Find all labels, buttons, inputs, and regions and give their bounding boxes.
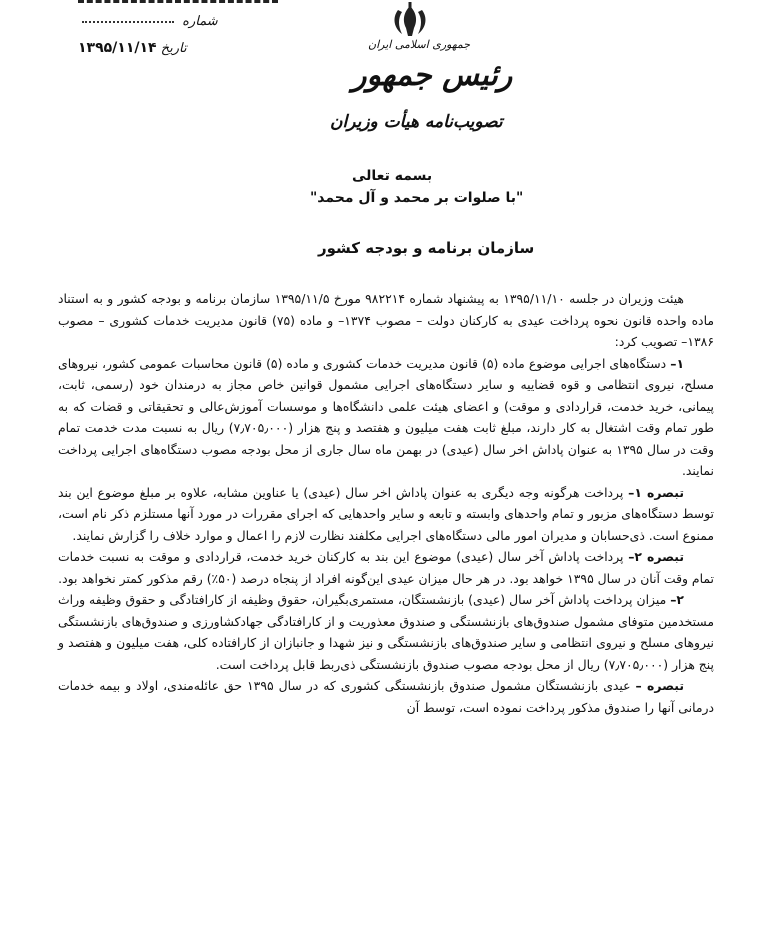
number-dotted-line bbox=[82, 21, 174, 23]
note-1 bbox=[58, 482, 714, 547]
intro-paragraph: هیئت وزیران در جلسه ۱۳۹۵/۱۱/۱۰ به پیشنهاد شماره ۹۸۲۲۱۴ مورخ ۱۳۹۵/۱۱/۵ سازمان برنامه و بودجه کشور و به استناد ماده واحده قانون نحوه پرداخت عیدی به کارکنان دولت – مصوب ۱۳۷۴– و ماده (۷۵) قانون مدیریت خدمات کشوری – مصوب ۱۳۸۶– تصویب کرد: bbox=[58, 291, 714, 349]
presidency-title: رئیس جمهور bbox=[352, 58, 513, 93]
iran-emblem-icon bbox=[388, 2, 432, 40]
decree-body bbox=[58, 288, 714, 718]
date-value: ۱۳۹۵/۱۱/۱۴ bbox=[78, 40, 157, 56]
item-1 bbox=[58, 353, 714, 482]
note-3 bbox=[58, 675, 714, 718]
salawat: "با صلوات بر محمد و آل محمد" bbox=[310, 190, 524, 206]
recipient: سازمان برنامه و بودجه کشور bbox=[318, 239, 535, 257]
item-1-number: ۱– bbox=[670, 355, 685, 371]
top-edge-marks bbox=[78, 0, 278, 9]
date-label: تاریخ bbox=[160, 41, 187, 56]
note-2 bbox=[58, 546, 714, 589]
letter-number bbox=[78, 14, 218, 29]
letter-date bbox=[78, 40, 187, 56]
republic-title: جمهوری اسلامی ایران bbox=[368, 38, 471, 51]
note-1-label: تبصره ۱– bbox=[628, 484, 684, 500]
item-2-text: میزان پرداخت پاداش آخر سال (عیدی) بازنشستگان، مستمری‌بگیران، حقوق وظیفه از کارافتادگی و حقوق وظیفه وراث مستخدمین متوفای مشمول صندوق‌های بازنشستگی و صندوق معذوریت و از کارافتادگی جهادکشاورزی و صندوق‌های بازنشستگی نیروهای مسلح و نیروی انتظامی و سایر صندوق‌های بازنشستگی و نیز شهدا و جانبازان از کارافتاده کلی، هفت میلیون و هفتصد و پنج هزار (۷٫۷۰۵٫۰۰۰) ریال از محل بودجه مصوب صندوق بازنشستگی ذی‌ربط قابل پرداخت است. bbox=[58, 592, 714, 672]
cabinet-approval-title: تصویب‌نامه هیأت وزیران bbox=[330, 112, 503, 132]
item-1-text: دستگاه‌های اجرایی موضوع ماده (۵) قانون مدیریت خدمات کشوری و ماده (۵) قانون محاسبات عمومی کشور، نیروهای مسلح، نیروی انتظامی و قوه قضاییه و سایر دستگاه‌های اجرایی مشمول قوانین خاص مجاز به درمندان خود (رسمی، ثابت، پیمانی، خرید خدمت، قراردادی و موقت) و اعضای هیئت علمی دانشگاه‌ها و موسسات آموزش‌عالی و تحقیقاتی و قضات که به طور تمام وقت اشتغال به کار دارند، مبلغ ثابت هفت میلیون و هفتصد و پنج هزار (۷٫۷۰۵٫۰۰۰) ریال به نسبت مدت خدمت تمام وقت در سال ۱۳۹۵ به عنوان پاداش اخر سال (عیدی) در بهمن ماه سال جاری از محل بودجه مصوب دستگاه‌های اجرایی پرداخت نمایند. bbox=[58, 355, 714, 478]
number-label: شماره bbox=[182, 14, 218, 29]
note-2-text: پرداخت پاداش آخر سال (عیدی) موضوع این بند به کارکنان خرید خدمت، قراردادی و موقت به نسبت خدمات تمام وقت آنان در سال ۱۳۹۵ خواهد بود. در هر حال میزان عیدی این‌گونه افراد از پنجاه درصد (۵۰٪) رقم مذکور کمتر نخواهد بود. bbox=[58, 549, 714, 586]
bismillah: بسمه تعالی bbox=[352, 168, 433, 184]
item-2 bbox=[58, 589, 714, 675]
note-2-label: تبصره ۲– bbox=[628, 549, 684, 564]
note-3-text: عیدی بازنشستگان مشمول صندوق بازنشستگی کشوری که در سال ۱۳۹۵ حق عائله‌مندی، اولاد و بیمه خدمات درمانی آنها را صندوق مذکور پرداخت نموده است، توسط آن bbox=[58, 678, 714, 715]
note-1-text: پرداخت هرگونه وجه دیگری به عنوان پاداش اخر سال (عیدی) یا عناوین مشابه، علاوه بر مبلغ موضوع این بند توسط دستگاه‌های مزبور و تمام واحدهای وابسته و تابعه و سایر واحدهایی که اجرای مقررات در مورد آنها مستلزم ذکر نام است، ممنوع است. ذی‌حسابان و مدیران امور مالی دستگاه‌های اجرایی مکلفند نظارت لازم را اعمال و موارد خلاف را گزارش نمایند. bbox=[58, 484, 714, 543]
item-2-number: ۲– bbox=[670, 592, 684, 607]
note-3-label: تبصره – bbox=[635, 678, 685, 693]
